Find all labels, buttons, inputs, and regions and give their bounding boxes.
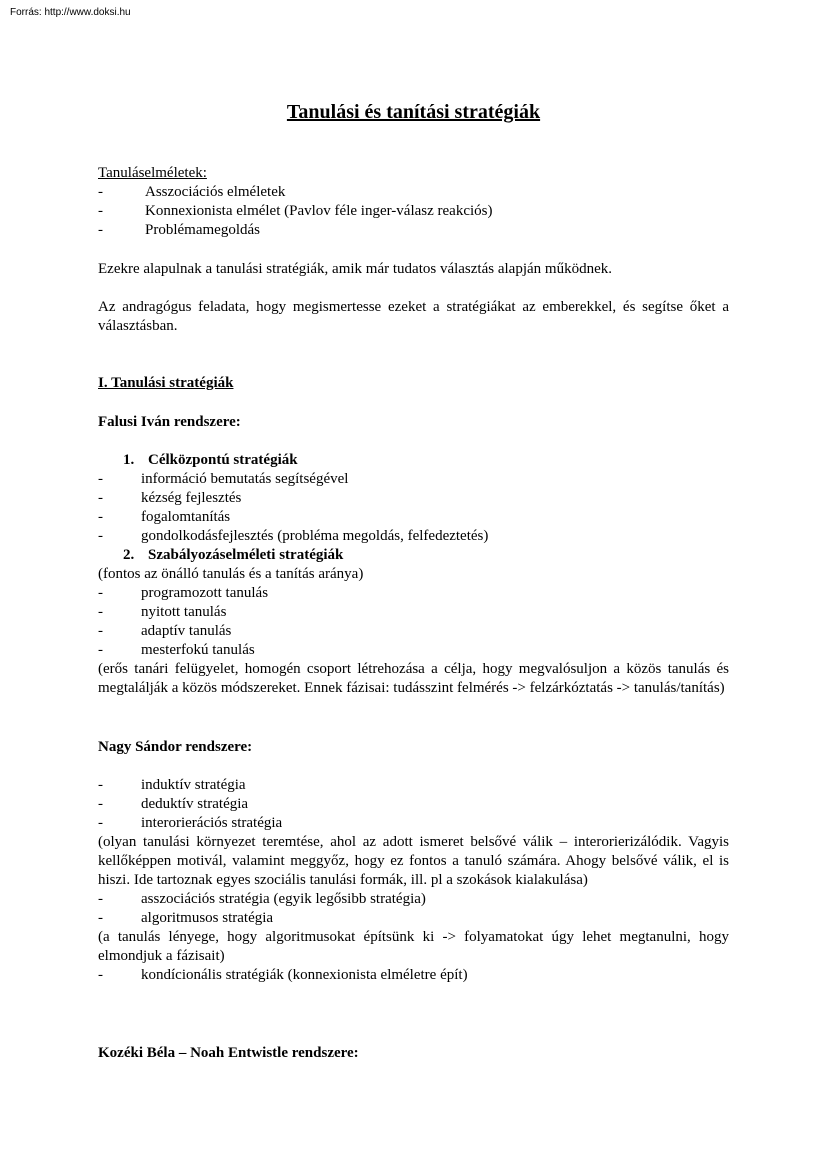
numbered-heading: 2. Szabályozáselméleti stratégiák <box>123 547 344 563</box>
list-item: - Asszociációs elméletek <box>98 184 286 200</box>
section-heading: I. Tanulási stratégiák <box>98 375 234 391</box>
list-item: - gondolkodásfejlesztés (probléma megoldás, felfedeztetés) <box>98 528 489 544</box>
list-item: - asszociációs stratégia (egyik legősibb stratégia) <box>98 891 426 907</box>
numbered-heading: 1. Célközpontú stratégiák <box>123 452 298 468</box>
theories-block <box>98 164 729 240</box>
list-item: - információ bemutatás segítségével <box>98 471 349 487</box>
list-item: - kézség fejlesztés <box>98 490 242 506</box>
list-item: - fogalomtanítás <box>98 509 231 525</box>
group-closing-note: (erős tanári felügyelet, homogén csoport létrehozása a célja, hogy megvalósuljon a közös tanulás és megtalálják a közös módszereket. Ennek fázisai: tudásszint felmérés -> felzárkóztatás -> tanulás/tanítás) <box>98 661 729 696</box>
list-item: - Konnexionista elmélet (Pavlov féle inger-válasz reakciós) <box>98 203 493 219</box>
theories-heading: Tanuláselméletek: <box>98 165 207 181</box>
group-note: (fontos az önálló tanulás és a tanítás aránya) <box>98 566 364 582</box>
nagy-note: (a tanulás lényege, hogy algoritmusokat építsünk ki -> folyamatokat úgy lehet megtanulni, hogy elmondjuk a fázisait) <box>98 929 729 964</box>
falusi-heading: Falusi Iván rendszere: <box>98 414 241 430</box>
list-item: - programozott tanulás <box>98 585 269 601</box>
list-item: - induktív stratégia <box>98 777 246 793</box>
list-item: - algoritmusos stratégia <box>98 910 274 926</box>
kozeki-heading: Kozéki Béla – Noah Entwistle rendszere: <box>98 1045 359 1061</box>
nagy-note: (olyan tanulási környezet teremtése, ahol az adott ismeret belsővé válik – interorierizálódik. Vagyis kellőképpen motivál, valamint meggyőz, hogy ez fontos a tanuló számára. Ahogy belsővé válik, el is hiszi. Ide tartoznak egyes szociális tanulási formák, ill. pl a szokások kialakulása) <box>98 834 729 888</box>
intro-paragraph-1: Ezekre alapulnak a tanulási stratégiák, amik már tudatos választás alapján működnek. <box>98 261 612 277</box>
nagy-list <box>98 776 729 985</box>
list-item: - Problémamegoldás <box>98 222 260 238</box>
list-item: - mesterfokú tanulás <box>98 642 255 658</box>
intro-paragraph-2: Az andragógus feladata, hogy megismertesse ezeket a stratégiákat az emberekkel, és segítse őket a választásban. <box>98 299 729 334</box>
list-item: - adaptív tanulás <box>98 623 232 639</box>
document-title: Tanulási és tanítási stratégiák <box>286 101 541 123</box>
nagy-heading: Nagy Sándor rendszere: <box>98 739 253 755</box>
list-item: - kondícionális stratégiák (konnexionista elméletre épít) <box>98 967 468 983</box>
falusi-list <box>98 451 729 698</box>
list-item: - deduktív stratégia <box>98 796 249 812</box>
list-item: - interorierációs stratégia <box>98 815 283 831</box>
source-line: Forrás: http://www.doksi.hu <box>10 7 131 18</box>
list-item: - nyitott tanulás <box>98 604 227 620</box>
